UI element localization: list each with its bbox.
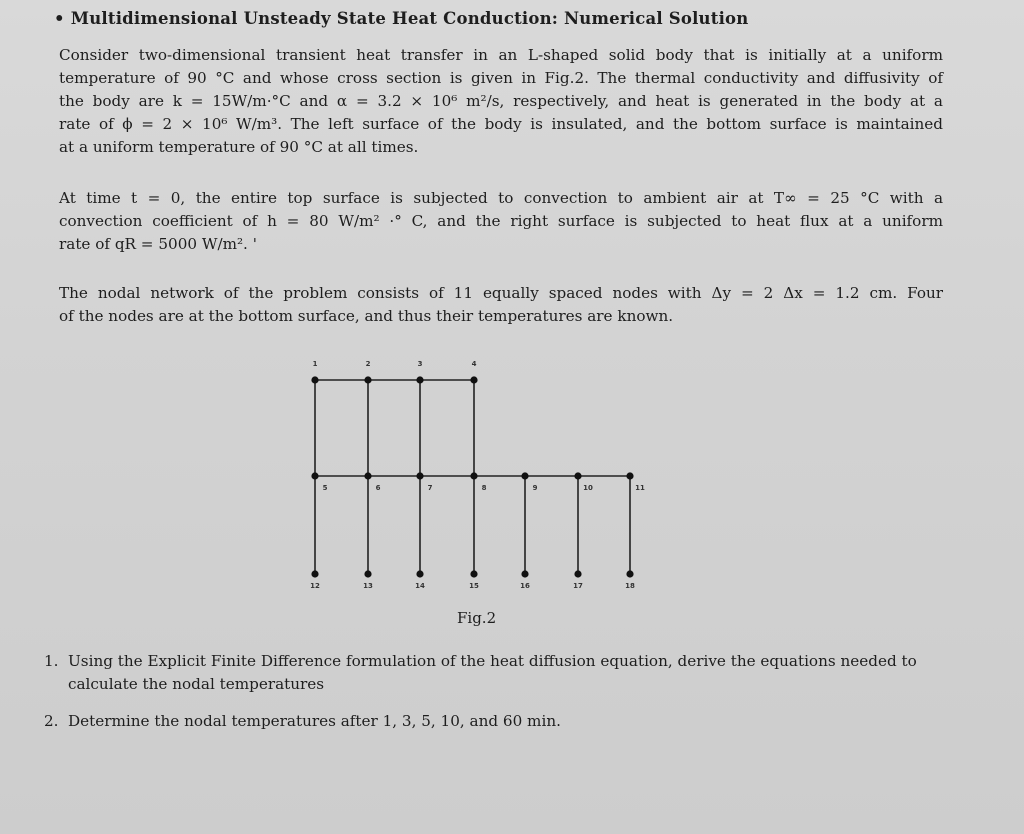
p1-line-5: at a uniform temperature of 90 °C at all times. xyxy=(59,138,419,156)
node-9 xyxy=(521,472,528,479)
title-text: Multidimensional Unsteady State Heat Conduction: Numerical Solution xyxy=(70,9,749,28)
node-12 xyxy=(311,570,318,577)
node-label-2: 2 xyxy=(365,360,371,368)
node-8 xyxy=(470,472,477,479)
problem-paragraph-1 xyxy=(33,44,943,159)
node-3 xyxy=(416,376,423,383)
section-title xyxy=(54,9,748,28)
node-label-13: 13 xyxy=(363,582,373,590)
p3-line-2: of the nodes are at the bottom surface, and thus their temperatures are known. xyxy=(59,307,674,325)
node-17 xyxy=(574,570,581,577)
node-dots xyxy=(311,376,633,577)
question-2 xyxy=(44,710,944,733)
node-label-6: 6 xyxy=(375,484,381,492)
node-14 xyxy=(416,570,423,577)
node-15 xyxy=(470,570,477,577)
node-13 xyxy=(364,570,371,577)
question-list xyxy=(44,650,944,747)
node-label-11: 11 xyxy=(635,484,645,492)
node-label-3: 3 xyxy=(417,360,423,368)
node-5 xyxy=(311,472,318,479)
node-label-4: 4 xyxy=(471,360,477,368)
node-label-5: 5 xyxy=(322,484,328,492)
node-6 xyxy=(364,472,371,479)
node-label-1: 1 xyxy=(312,360,318,368)
node-label-7: 7 xyxy=(427,484,433,492)
p2-line-3: rate of qR = 5000 W/m². ' xyxy=(59,235,257,253)
question-1-number: 1. xyxy=(44,652,59,670)
question-1 xyxy=(44,650,944,696)
node-label-9: 9 xyxy=(532,484,538,492)
p1-line-1: Consider two-dimensional transient heat transfer in an L-shaped solid body that is initially at a uniform xyxy=(59,46,943,64)
question-1-text: Using the Explicit Finite Difference formulation of the heat diffusion equation, derive the equations needed to calculate the nodal temperatures xyxy=(68,652,917,693)
p1-line-4: rate of ϕ = 2 × 10⁶ W/m³. The left surface of the body is insulated, and the bottom surface is maintained xyxy=(59,115,943,133)
p2-line-2: convection coefficient of h = 80 W/m² ·° C, and the right surface is subjected to heat flux at a uniform xyxy=(59,212,943,230)
node-4 xyxy=(470,376,477,383)
problem-paragraph-3 xyxy=(33,282,943,328)
p1-line-3: the body are k = 15W/m·°C and α = 3.2 × 10⁶ m²/s, respectively, and heat is generated in the body at a xyxy=(59,92,943,110)
p3-line-1: The nodal network of the problem consists of 11 equally spaced nodes with Δy = 2 Δx = 1.2 cm. Four xyxy=(59,284,943,302)
node-label-12: 12 xyxy=(310,582,320,590)
node-11 xyxy=(626,472,633,479)
node-labels xyxy=(310,360,645,590)
node-label-15: 15 xyxy=(469,582,479,590)
nodal-network-diagram xyxy=(300,352,660,602)
question-2-number: 2. xyxy=(44,712,59,730)
node-16 xyxy=(521,570,528,577)
p1-line-2: temperature of 90 °C and whose cross section is given in Fig.2. The thermal conductivity and diffusivity of xyxy=(59,69,943,87)
p2-line-1: At time t = 0, the entire top surface is subjected to convection to ambient air at T∞ = 25 °C with a xyxy=(59,189,943,207)
problem-paragraph-2 xyxy=(33,187,943,256)
node-10 xyxy=(574,472,581,479)
node-label-10: 10 xyxy=(583,484,593,492)
node-label-8: 8 xyxy=(481,484,487,492)
node-label-17: 17 xyxy=(573,582,583,590)
question-2-text: Determine the nodal temperatures after 1, 3, 5, 10, and 60 min. xyxy=(68,712,561,730)
node-label-14: 14 xyxy=(415,582,425,590)
node-18 xyxy=(626,570,633,577)
node-label-18: 18 xyxy=(625,582,635,590)
node-7 xyxy=(416,472,423,479)
title-bullet: • xyxy=(54,9,65,28)
node-1 xyxy=(311,376,318,383)
node-2 xyxy=(364,376,371,383)
figure-caption: Fig.2 xyxy=(457,609,497,627)
node-label-16: 16 xyxy=(520,582,530,590)
